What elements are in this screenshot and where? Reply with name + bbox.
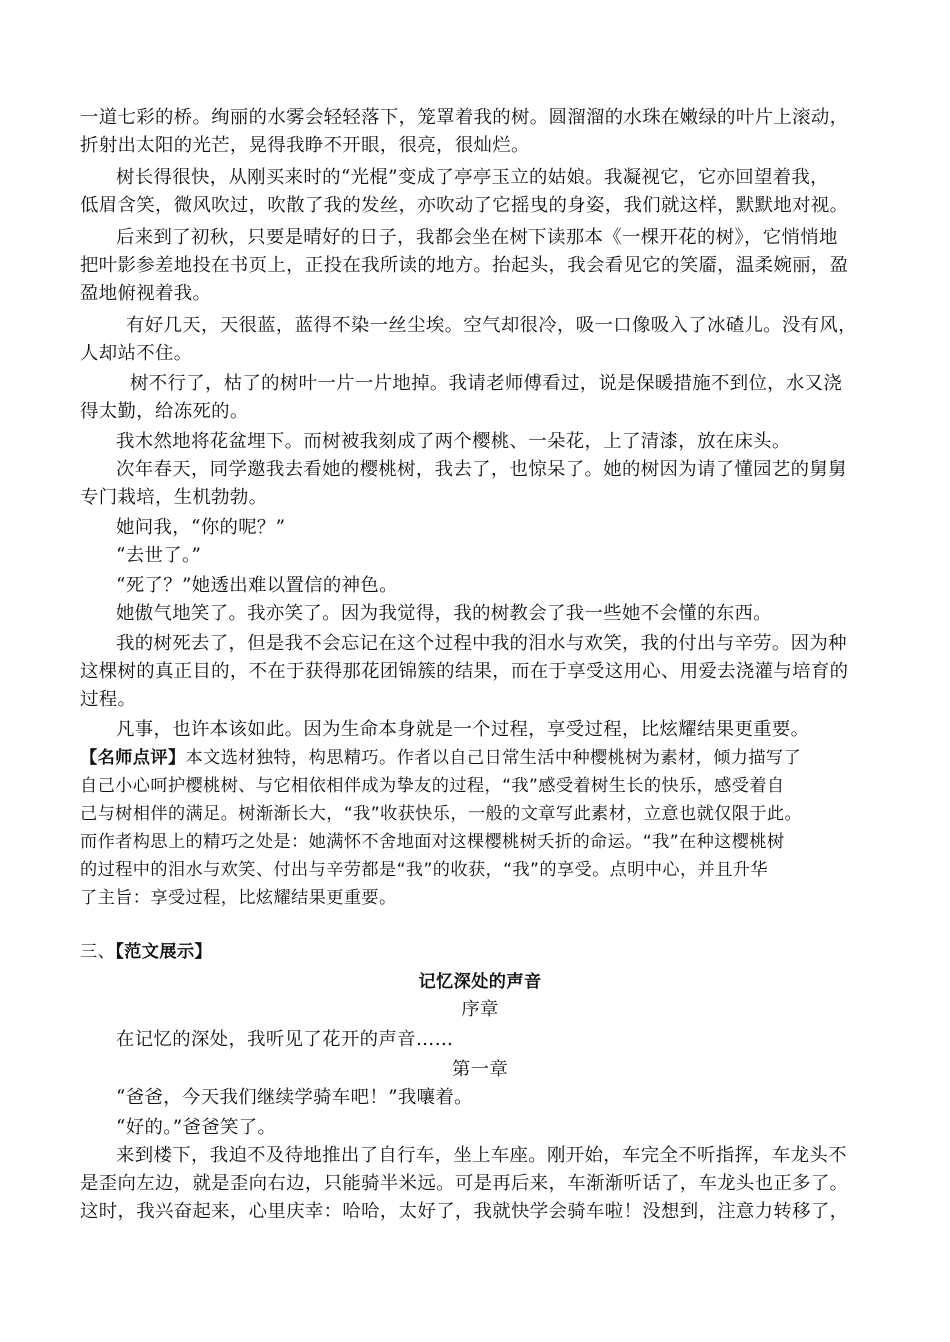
paragraph-line: 折射出太阳的光芒，晃得我睁不开眼，很亮，很灿烂。	[80, 135, 530, 156]
paragraph-line: 这时，我兴奋起来，心里庆幸：哈哈，太好了，我就快学会骑车啦！没想到，注意力转移了，	[80, 1201, 849, 1222]
section-heading	[80, 938, 212, 966]
paragraph-line: 我的树死去了，但是我不会忘记在这个过程中我的泪水与欢笑，我的付出与辛劳。因为种	[116, 633, 847, 654]
prologue-title: 序章	[461, 999, 499, 1020]
paragraph-line: “好的。”爸爸笑了。	[116, 1117, 277, 1138]
paragraph-line: “去世了。”	[116, 545, 202, 566]
paragraph-line: 凡事，也许本该如此。因为生命本身就是一个过程，享受过程，比炫耀结果更重要。	[116, 719, 810, 740]
paragraph-line: 她傲气地笑了。我亦笑了。因为我觉得，我的树教会了我一些她不会懂的东西。	[116, 603, 772, 624]
commentary-label: 【名师点评】	[80, 748, 186, 768]
paragraph-line: 我木然地将花盆埋下。而树被我刻成了两个樱桃、一朵花，上了清漆，放在床头。	[116, 431, 791, 452]
paragraph-line: “爸爸，今天我们继续学骑车吧！”我嚷着。	[116, 1087, 473, 1108]
paragraph-line: 一道七彩的桥。绚丽的水雾会轻轻落下，笼罩着我的树。圆溜溜的水珠在嫩绿的叶片上滚动，	[80, 107, 849, 128]
paragraph-line: 专门栽培，生机勃勃。	[80, 487, 268, 508]
paragraph-line: 低眉含笑，微风吹过，吹散了我的发丝，亦吹动了它摇曳的身姿，我们就这样，默默地对视。	[80, 195, 849, 216]
paragraph-line: 这棵树的真正目的，不在于获得那花团锦簇的结果，而在于享受这用心、用爱去浇灌与培育的	[80, 661, 849, 682]
commentary-line: 自己小心呵护樱桃树、与它相依相伴成为挚友的过程，“我”感受着树生长的快乐，感受着自	[80, 776, 785, 796]
commentary-line: 了主旨：享受过程，比炫耀结果更重要。	[80, 888, 397, 908]
paragraph-line: 树长得很快，从刚买来时的“光棍”变成了亭亭玉立的姑娘。我凝视它，它亦回望着我，	[116, 167, 829, 188]
paragraph-line: “死了？”她透出难以置信的神色。	[116, 575, 398, 596]
paragraph-line: 次年春天，同学邀我去看她的樱桃树，我去了，也惊呆了。她的树因为请了懂园艺的舅舅	[116, 459, 847, 480]
essay-title: 记忆深处的声音	[418, 972, 542, 992]
chapter-title: 第一章	[451, 1059, 509, 1080]
paragraph-line: 她问我，“你的呢？”	[116, 517, 286, 538]
commentary-line: 的过程中的泪水与欢笑、付出与辛劳都是“我”的收获，“我”的享受。点明中心，并且升华	[80, 860, 768, 880]
paragraph-line: 树不行了，枯了的树叶一片一片地掉。我请老师傅看过，说是保暖措施不到位，水又浇	[130, 373, 843, 394]
commentary-line: 而作者构思上的精巧之处是：她满怀不舍地面对这棵樱桃树夭折的命运。“我”在种这樱桃树	[80, 832, 785, 852]
section-number: 三、	[80, 942, 116, 962]
paragraph-line: 得太勤，给冻死的。	[80, 401, 249, 422]
paragraph-line: 后来到了初秋，只要是晴好的日子，我都会坐在树下读那本《一棵开花的树》，它悄悄地	[116, 227, 838, 248]
paragraph-line: 把叶影参差地投在书页上，正投在我所读的地方。抬起头，我会看见它的笑靥，温柔婉丽，盈	[80, 255, 849, 276]
paragraph-line: 有好几天，天很蓝，蓝得不染一丝尘埃。空气却很冷，吸一口像吸入了冰碴儿。没有风，	[126, 315, 857, 336]
paragraph-line: 来到楼下，我迫不及待地推出了自行车，坐上车座。刚开始，车完全不听指挥，车龙头不	[116, 1145, 847, 1166]
commentary-text: 本文选材独特，构思精巧。作者以自己日常生活中种樱桃树为素材，倾力描写了	[185, 748, 802, 768]
paragraph-line: 过程。	[80, 689, 137, 710]
paragraph-line: 人却站不住。	[80, 343, 193, 364]
section-label: 【范文展示】	[115, 942, 213, 962]
commentary-line: 己与树相伴的满足。树渐渐长大，“我”收获快乐，一般的文章写此素材，立意也就仅限于此。	[80, 804, 803, 824]
paragraph-line: 盈地俯视着我。	[80, 283, 212, 304]
prologue-text: 在记忆的深处，我听见了花开的声音……	[116, 1029, 454, 1050]
paragraph-line: 是歪向左边，就是歪向右边，只能骑半米远。可是再后来，车渐渐听话了，车龙头也正多了。	[80, 1173, 849, 1194]
commentary-first-line	[80, 744, 801, 772]
